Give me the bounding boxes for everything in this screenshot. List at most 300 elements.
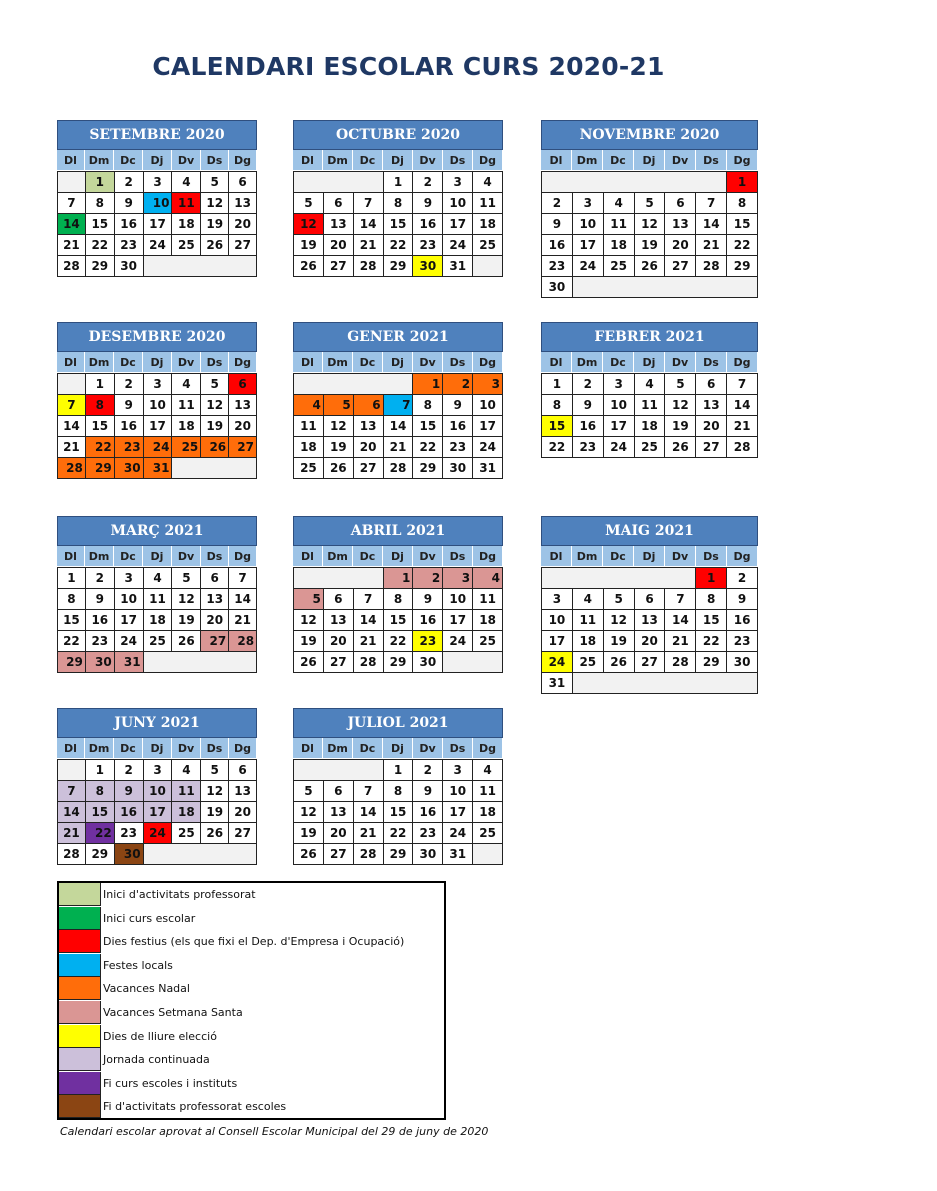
day-cell: 8 xyxy=(384,193,414,214)
week-row xyxy=(542,193,758,214)
day-cell: 4 xyxy=(294,395,324,416)
day-cell: 13 xyxy=(229,781,257,802)
day-cell: 23 xyxy=(727,631,758,652)
day-cell: 5 xyxy=(294,781,324,802)
day-cell: 25 xyxy=(172,823,201,844)
weekday-label: Ds xyxy=(201,546,229,567)
weekday-label: Dl xyxy=(57,352,85,373)
weekday-label: Dg xyxy=(473,150,503,171)
day-cell: 2 xyxy=(115,374,144,395)
weekday-label: Dv xyxy=(413,738,443,759)
day-cell: 29 xyxy=(384,844,414,865)
weekday-label: Dj xyxy=(143,150,172,171)
day-cell: 1 xyxy=(86,760,115,781)
weekday-header xyxy=(541,546,758,567)
month-title: JULIOL 2021 xyxy=(293,708,503,738)
day-cell: 11 xyxy=(144,589,173,610)
weekday-label: Dg xyxy=(473,738,503,759)
empty-cell xyxy=(294,374,413,395)
day-cell: 27 xyxy=(229,823,257,844)
day-cell: 25 xyxy=(635,437,666,458)
weekday-label: Dl xyxy=(541,150,572,171)
day-cell: 10 xyxy=(573,214,604,235)
day-cell: 1 xyxy=(384,568,414,589)
day-cell: 29 xyxy=(696,652,727,673)
empty-cell xyxy=(473,844,503,865)
day-cell: 29 xyxy=(86,844,115,865)
day-cell: 26 xyxy=(294,844,324,865)
day-cell: 9 xyxy=(413,193,443,214)
day-cell: 23 xyxy=(413,823,443,844)
month-calendar xyxy=(293,322,503,479)
day-cell: 2 xyxy=(443,374,473,395)
legend-swatch xyxy=(59,1048,101,1071)
day-cell: 10 xyxy=(473,395,503,416)
weekday-label: Dj xyxy=(143,352,172,373)
day-cell: 12 xyxy=(201,193,229,214)
week-row xyxy=(294,214,503,235)
day-cell: 27 xyxy=(635,652,666,673)
day-cell: 20 xyxy=(229,802,257,823)
day-cell: 2 xyxy=(727,568,758,589)
day-cell: 3 xyxy=(443,760,473,781)
day-cell: 6 xyxy=(324,589,354,610)
day-cell: 24 xyxy=(144,437,173,458)
week-row xyxy=(58,631,257,652)
day-cell: 20 xyxy=(635,631,666,652)
legend-item xyxy=(59,954,173,977)
day-cell: 13 xyxy=(635,610,666,631)
empty-cell xyxy=(58,172,86,193)
day-cell: 13 xyxy=(229,395,257,416)
weekday-label: Dl xyxy=(541,546,572,567)
weekday-label: Ds xyxy=(696,150,727,171)
day-cell: 21 xyxy=(354,235,384,256)
day-cell: 21 xyxy=(354,631,384,652)
day-cell: 21 xyxy=(384,437,414,458)
weekday-header xyxy=(541,150,758,171)
day-cell: 14 xyxy=(354,214,384,235)
month-title: FEBRER 2021 xyxy=(541,322,758,352)
day-cell: 27 xyxy=(354,458,384,479)
day-cell: 13 xyxy=(665,214,696,235)
weekday-label: Dc xyxy=(603,546,634,567)
weekday-label: Dv xyxy=(665,150,696,171)
legend-label: Dies festius (els que fixi el Dep. d'Empresa i Ocupació) xyxy=(103,935,405,949)
week-row xyxy=(58,760,257,781)
weekday-label: Dv xyxy=(413,546,443,567)
day-cell: 29 xyxy=(413,458,443,479)
day-cell: 29 xyxy=(86,256,115,277)
day-cell: 8 xyxy=(58,589,86,610)
week-row xyxy=(58,374,257,395)
day-cell: 7 xyxy=(665,589,696,610)
day-cell: 11 xyxy=(473,193,503,214)
day-cell: 22 xyxy=(384,235,414,256)
weekday-header xyxy=(293,546,503,567)
day-cell: 3 xyxy=(144,374,173,395)
day-cell: 28 xyxy=(354,652,384,673)
day-cell: 4 xyxy=(172,760,201,781)
day-cell: 14 xyxy=(354,610,384,631)
day-cell: 7 xyxy=(696,193,727,214)
day-cell: 11 xyxy=(573,610,604,631)
weekday-label: Dv xyxy=(665,352,696,373)
weekday-label: Dg xyxy=(229,738,257,759)
day-cell: 21 xyxy=(58,437,86,458)
day-cell: 3 xyxy=(604,374,635,395)
weekday-header xyxy=(293,150,503,171)
day-cell: 17 xyxy=(573,235,604,256)
week-row xyxy=(294,458,503,479)
day-cell: 4 xyxy=(604,193,635,214)
weekday-label: Dl xyxy=(293,150,323,171)
day-cell: 14 xyxy=(727,395,758,416)
weekday-label: Dv xyxy=(172,150,201,171)
day-cell: 7 xyxy=(354,193,384,214)
weekday-header xyxy=(541,352,758,373)
weekday-label: Dl xyxy=(57,546,85,567)
weekday-label: Dv xyxy=(172,546,201,567)
day-cell: 15 xyxy=(384,214,414,235)
month-title: OCTUBRE 2020 xyxy=(293,120,503,150)
day-cell: 19 xyxy=(294,235,324,256)
week-row xyxy=(58,589,257,610)
weekday-label: Dj xyxy=(634,546,665,567)
day-cell: 3 xyxy=(473,374,503,395)
day-cell: 25 xyxy=(294,458,324,479)
day-cell: 2 xyxy=(413,568,443,589)
day-cell: 4 xyxy=(172,374,201,395)
empty-cell xyxy=(443,652,503,673)
day-cell: 30 xyxy=(115,844,144,865)
day-cell: 8 xyxy=(86,395,115,416)
day-cell: 30 xyxy=(86,652,115,673)
day-cell: 22 xyxy=(86,823,115,844)
day-cell: 14 xyxy=(58,416,86,437)
weekday-label: Dm xyxy=(323,738,353,759)
weekday-label: Dm xyxy=(85,738,114,759)
day-cell: 5 xyxy=(201,172,229,193)
day-cell: 25 xyxy=(172,235,201,256)
legend-swatch xyxy=(59,1072,101,1095)
day-cell: 20 xyxy=(229,214,257,235)
week-row xyxy=(58,172,257,193)
day-cell: 20 xyxy=(354,437,384,458)
day-cell: 23 xyxy=(115,235,144,256)
week-row xyxy=(294,416,503,437)
day-cell: 15 xyxy=(727,214,758,235)
day-cell: 22 xyxy=(727,235,758,256)
day-cell: 20 xyxy=(201,610,229,631)
day-cell: 20 xyxy=(696,416,727,437)
day-cell: 16 xyxy=(115,214,144,235)
day-cell: 28 xyxy=(58,458,86,479)
day-cell: 23 xyxy=(86,631,115,652)
weekday-label: Dj xyxy=(634,150,665,171)
day-cell: 1 xyxy=(384,172,414,193)
day-cell: 17 xyxy=(144,214,173,235)
day-cell: 12 xyxy=(604,610,635,631)
day-cell: 7 xyxy=(354,781,384,802)
weekday-label: Ds xyxy=(443,738,473,759)
weekday-label: Dj xyxy=(634,352,665,373)
day-cell: 3 xyxy=(443,172,473,193)
day-cell: 21 xyxy=(58,823,86,844)
day-cell: 15 xyxy=(58,610,86,631)
weekday-label: Dj xyxy=(143,738,172,759)
day-cell: 12 xyxy=(294,610,324,631)
day-cell: 7 xyxy=(58,193,86,214)
day-cell: 19 xyxy=(172,610,201,631)
day-cell: 13 xyxy=(354,416,384,437)
weekday-label: Dc xyxy=(114,150,143,171)
day-cell: 21 xyxy=(665,631,696,652)
day-cell: 17 xyxy=(144,416,173,437)
day-cell: 30 xyxy=(115,458,144,479)
day-cell: 11 xyxy=(473,781,503,802)
day-cell: 12 xyxy=(294,214,324,235)
day-cell: 5 xyxy=(294,589,324,610)
day-cell: 3 xyxy=(144,172,173,193)
day-cell: 16 xyxy=(542,235,573,256)
legend-label: Festes locals xyxy=(103,958,173,972)
weekday-label: Dc xyxy=(603,352,634,373)
week-row xyxy=(294,610,503,631)
day-cell: 18 xyxy=(144,610,173,631)
weekday-header xyxy=(57,546,257,567)
day-cell: 18 xyxy=(473,214,503,235)
day-cell: 10 xyxy=(115,589,144,610)
legend-label: Dies de lliure elecció xyxy=(103,1029,217,1043)
empty-cell xyxy=(573,673,758,694)
day-cell: 10 xyxy=(443,781,473,802)
day-cell: 9 xyxy=(115,395,144,416)
day-cell: 7 xyxy=(727,374,758,395)
week-row xyxy=(58,214,257,235)
day-cell: 31 xyxy=(115,652,144,673)
month-calendar xyxy=(57,120,257,277)
legend-swatch xyxy=(59,1025,101,1048)
weekday-label: Dm xyxy=(572,352,603,373)
weekday-label: Ds xyxy=(201,150,229,171)
day-cell: 27 xyxy=(201,631,229,652)
day-cell: 16 xyxy=(573,416,604,437)
day-cell: 30 xyxy=(413,256,443,277)
day-cell: 22 xyxy=(384,823,414,844)
week-row xyxy=(58,416,257,437)
empty-cell xyxy=(172,458,257,479)
day-cell: 5 xyxy=(635,193,666,214)
day-cell: 4 xyxy=(573,589,604,610)
day-cell: 18 xyxy=(172,416,201,437)
day-cell: 4 xyxy=(473,568,503,589)
day-cell: 11 xyxy=(604,214,635,235)
empty-cell xyxy=(58,760,86,781)
day-cell: 12 xyxy=(201,781,229,802)
weekday-label: Dj xyxy=(383,738,413,759)
day-cell: 16 xyxy=(413,214,443,235)
day-cell: 1 xyxy=(542,374,573,395)
day-cell: 7 xyxy=(384,395,414,416)
day-cell: 25 xyxy=(573,652,604,673)
day-cell: 24 xyxy=(473,437,503,458)
week-row xyxy=(542,437,758,458)
day-cell: 13 xyxy=(696,395,727,416)
day-cell: 19 xyxy=(324,437,354,458)
day-cell: 27 xyxy=(665,256,696,277)
week-row xyxy=(58,781,257,802)
weekday-label: Dg xyxy=(229,546,257,567)
weekday-label: Dc xyxy=(353,546,383,567)
weekday-label: Dv xyxy=(413,150,443,171)
day-cell: 29 xyxy=(384,652,414,673)
month-calendar xyxy=(541,120,758,298)
day-cell: 12 xyxy=(324,416,354,437)
day-cell: 5 xyxy=(201,760,229,781)
weekday-label: Dg xyxy=(473,352,503,373)
week-row xyxy=(542,214,758,235)
day-cell: 6 xyxy=(635,589,666,610)
day-cell: 17 xyxy=(443,802,473,823)
day-cell: 25 xyxy=(473,235,503,256)
day-cell: 6 xyxy=(229,374,257,395)
week-row xyxy=(58,458,257,479)
weekday-header xyxy=(57,150,257,171)
day-cell: 1 xyxy=(58,568,86,589)
weekday-label: Dg xyxy=(229,352,257,373)
day-cell: 15 xyxy=(384,802,414,823)
day-cell: 26 xyxy=(172,631,201,652)
day-cell: 25 xyxy=(604,256,635,277)
legend-swatch xyxy=(59,977,101,1000)
day-cell: 13 xyxy=(324,214,354,235)
day-cell: 14 xyxy=(58,214,86,235)
day-cell: 26 xyxy=(294,256,324,277)
empty-cell xyxy=(294,568,384,589)
day-cell: 28 xyxy=(58,844,86,865)
week-row xyxy=(58,568,257,589)
day-cell: 9 xyxy=(443,395,473,416)
day-cell: 2 xyxy=(542,193,573,214)
day-cell: 9 xyxy=(115,193,144,214)
legend-label: Vacances Nadal xyxy=(103,982,190,996)
day-cell: 6 xyxy=(354,395,384,416)
day-cell: 25 xyxy=(172,437,201,458)
day-cell: 1 xyxy=(86,374,115,395)
weekday-label: Ds xyxy=(201,352,229,373)
week-row xyxy=(542,416,758,437)
week-row xyxy=(294,256,503,277)
day-cell: 8 xyxy=(413,395,443,416)
day-cell: 12 xyxy=(635,214,666,235)
weekday-label: Dg xyxy=(229,150,257,171)
day-cell: 28 xyxy=(354,256,384,277)
day-cell: 14 xyxy=(58,802,86,823)
month-title: MAIG 2021 xyxy=(541,516,758,546)
day-cell: 8 xyxy=(86,781,115,802)
empty-cell xyxy=(542,568,696,589)
day-cell: 29 xyxy=(727,256,758,277)
day-cell: 14 xyxy=(384,416,414,437)
day-cell: 22 xyxy=(384,631,414,652)
page-title: CALENDARI ESCOLAR CURS 2020-21 xyxy=(152,52,665,81)
day-cell: 13 xyxy=(324,802,354,823)
day-cell: 26 xyxy=(635,256,666,277)
day-cell: 24 xyxy=(443,823,473,844)
day-cell: 17 xyxy=(443,214,473,235)
weekday-label: Dg xyxy=(727,546,758,567)
day-cell: 15 xyxy=(542,416,573,437)
day-cell: 7 xyxy=(58,395,86,416)
day-cell: 31 xyxy=(542,673,573,694)
legend-swatch xyxy=(59,1095,101,1118)
day-cell: 28 xyxy=(727,437,758,458)
legend-item xyxy=(59,1001,243,1024)
day-cell: 24 xyxy=(144,235,173,256)
day-cell: 17 xyxy=(542,631,573,652)
day-cell: 6 xyxy=(229,760,257,781)
day-cell: 2 xyxy=(413,172,443,193)
day-cell: 19 xyxy=(665,416,696,437)
day-cell: 19 xyxy=(201,802,229,823)
day-cell: 1 xyxy=(727,172,758,193)
day-cell: 23 xyxy=(573,437,604,458)
day-cell: 26 xyxy=(201,235,229,256)
legend-item xyxy=(59,1072,237,1095)
day-cell: 21 xyxy=(354,823,384,844)
day-cell: 20 xyxy=(324,235,354,256)
day-cell: 11 xyxy=(172,193,201,214)
day-cell: 10 xyxy=(443,193,473,214)
day-cell: 18 xyxy=(573,631,604,652)
day-cell: 24 xyxy=(542,652,573,673)
week-row xyxy=(542,568,758,589)
day-cell: 26 xyxy=(294,652,324,673)
week-row xyxy=(294,589,503,610)
day-cell: 16 xyxy=(413,802,443,823)
weekday-label: Ds xyxy=(443,352,473,373)
month-calendar xyxy=(57,516,257,673)
legend-label: Vacances Setmana Santa xyxy=(103,1006,243,1019)
day-cell: 31 xyxy=(144,458,173,479)
day-cell: 27 xyxy=(324,652,354,673)
empty-cell xyxy=(294,760,384,781)
month-title: NOVEMBRE 2020 xyxy=(541,120,758,150)
weekday-label: Dc xyxy=(603,150,634,171)
day-cell: 26 xyxy=(201,823,229,844)
day-cell: 26 xyxy=(604,652,635,673)
day-cell: 26 xyxy=(324,458,354,479)
week-row xyxy=(294,823,503,844)
day-cell: 22 xyxy=(86,235,115,256)
day-cell: 3 xyxy=(144,760,173,781)
day-cell: 10 xyxy=(144,395,173,416)
month-calendar xyxy=(293,120,503,277)
legend-item xyxy=(59,977,190,1000)
weekday-label: Dg xyxy=(473,546,503,567)
weekday-label: Dj xyxy=(383,150,413,171)
day-cell: 1 xyxy=(413,374,443,395)
day-cell: 28 xyxy=(58,256,86,277)
weekday-label: Dm xyxy=(323,546,353,567)
day-cell: 25 xyxy=(473,631,503,652)
day-cell: 20 xyxy=(324,823,354,844)
day-cell: 21 xyxy=(696,235,727,256)
day-cell: 16 xyxy=(115,416,144,437)
day-cell: 12 xyxy=(201,395,229,416)
day-cell: 22 xyxy=(542,437,573,458)
